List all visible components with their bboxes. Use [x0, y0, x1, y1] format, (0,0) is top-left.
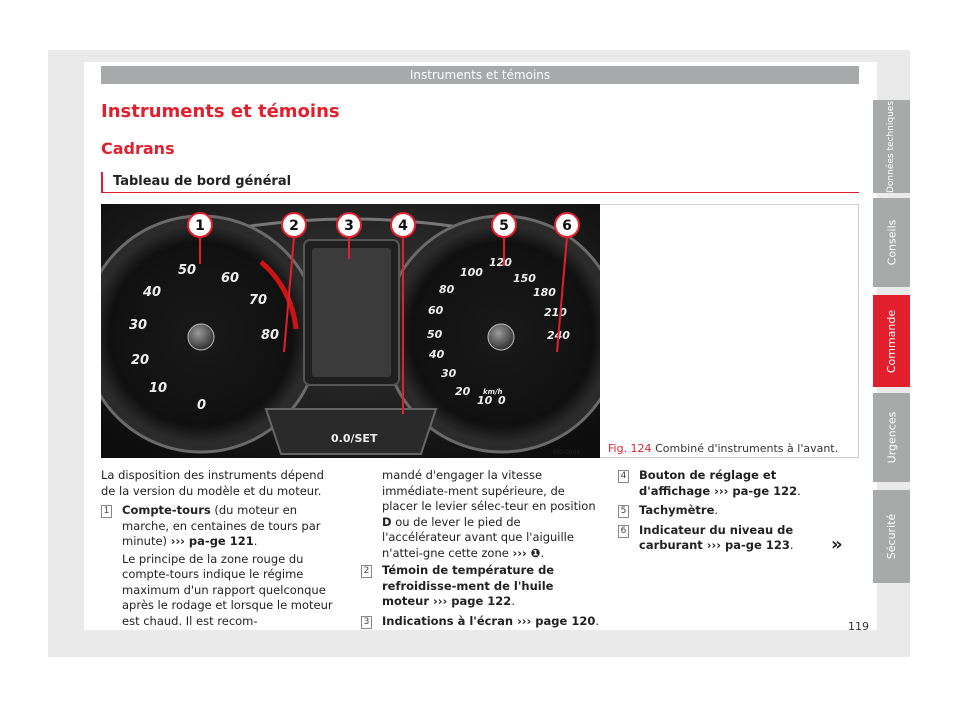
subsection-title: Tableau de bord général	[113, 174, 292, 189]
speed-label: 100	[460, 266, 483, 279]
warning-ref-link[interactable]: ››› ❶	[512, 545, 541, 560]
speed-unit: km/h	[483, 388, 503, 396]
tach-label: 70	[249, 293, 268, 308]
list-item-5: 5 Tachymètre.	[618, 503, 838, 519]
figure-caption-text: Combiné d'instruments à l'avant.	[655, 442, 839, 455]
continue-arrow-icon: »	[831, 534, 843, 555]
speed-label: 40	[429, 348, 445, 361]
tab-urgences[interactable]: Urgences	[873, 393, 910, 482]
item-number: 4	[618, 470, 629, 483]
callout-1: 1	[195, 218, 205, 234]
tach-label: 20	[131, 353, 150, 368]
continued-paragraph: mandé d'engager la vitesse immédiate-ment supérieure, de placer le levier sélec-teur en position D ou de lever le pied de l'accélérateur avant que l'aiguille n'attei-gne cette zone ››› ❶.	[382, 468, 596, 560]
item-number: 3	[361, 616, 372, 629]
speed-label: 180	[533, 286, 556, 299]
page-ref-link[interactable]: ››› page 122	[429, 594, 512, 608]
running-header: Instruments et témoins	[101, 66, 859, 84]
item-number: 1	[101, 505, 112, 518]
display-text: 0.0/SET	[331, 432, 378, 445]
intro-paragraph: La disposition des instruments dépend de la version du modèle et du moteur.	[101, 468, 324, 498]
figure-code: BKI-0006	[553, 449, 581, 456]
tach-label: 60	[221, 271, 240, 286]
text-column-3	[618, 468, 838, 554]
tab-commande[interactable]: Commande	[873, 295, 910, 387]
list-item-4: 4 Bouton de réglage et d'affichage ››› pa-ge 122.	[618, 468, 838, 499]
callout-2: 2	[289, 218, 299, 234]
speed-label: 30	[441, 367, 457, 380]
callout-6: 6	[562, 218, 572, 234]
tab-conseils[interactable]: Conseils	[873, 198, 910, 287]
speed-label: 210	[544, 306, 567, 319]
tach-label: 30	[129, 318, 148, 333]
list-item-3: 3 Indications à l'écran ››› page 120.	[361, 614, 601, 630]
tach-label: 80	[261, 328, 280, 343]
list-item-2: 2 Témoin de température de refroidisse-ment de l'huile moteur ››› page 122.	[361, 563, 601, 610]
callout-5: 5	[499, 218, 509, 234]
item-number: 6	[618, 525, 629, 538]
subsection-header	[101, 172, 859, 193]
speed-label: 240	[547, 329, 570, 342]
speed-label: 120	[489, 256, 512, 269]
tach-label: 10	[149, 381, 168, 396]
speed-label: 0	[498, 394, 506, 407]
page-ref-link[interactable]: ››› pa-ge 122	[710, 483, 798, 498]
tach-label: 40	[143, 285, 162, 300]
tab-securite[interactable]: Sécurité	[873, 490, 910, 583]
speed-label: 10	[477, 394, 493, 407]
item-number: 2	[361, 565, 372, 578]
page-title: Instruments et témoins	[101, 101, 340, 122]
page-ref-link[interactable]: ››› pa-ge 123	[702, 538, 790, 552]
svg-text:0: 0	[197, 398, 207, 413]
speed-label: 150	[513, 272, 536, 285]
instrument-cluster-image	[101, 204, 600, 458]
speed-label: 80	[439, 283, 455, 296]
item-number: 5	[618, 505, 629, 518]
figure-number: Fig. 124	[608, 442, 652, 455]
speed-label: 20	[455, 385, 471, 398]
text-column-2	[361, 468, 601, 629]
page-ref-link[interactable]: ››› pa-ge 121	[170, 534, 254, 548]
figure-caption	[608, 442, 838, 455]
list-item-6: 6 Indicateur du niveau de carburant ››› pa-ge 123.	[618, 523, 838, 554]
callout-3: 3	[344, 218, 354, 234]
text-column-1	[101, 468, 341, 629]
page-number: 119	[848, 620, 869, 633]
list-item-1: 1 Compte-tours (du moteur en marche, en centaines de tours par minute) ››› pa-ge 121. Le principe de la zone rouge du compte-tours indique le régime maximum d'un rapport quelconque après le rodage et lorsque le moteur est chaud. Il est recom-	[101, 503, 341, 629]
callout-4: 4	[398, 218, 408, 234]
speed-label: 60	[428, 304, 444, 317]
speed-label: 50	[427, 328, 443, 341]
tab-donnees-techniques[interactable]: Données techniques	[873, 100, 910, 193]
tach-label: 50	[178, 263, 197, 278]
section-title: Cadrans	[101, 139, 175, 158]
page-ref-link[interactable]: ››› page 120	[513, 613, 596, 628]
